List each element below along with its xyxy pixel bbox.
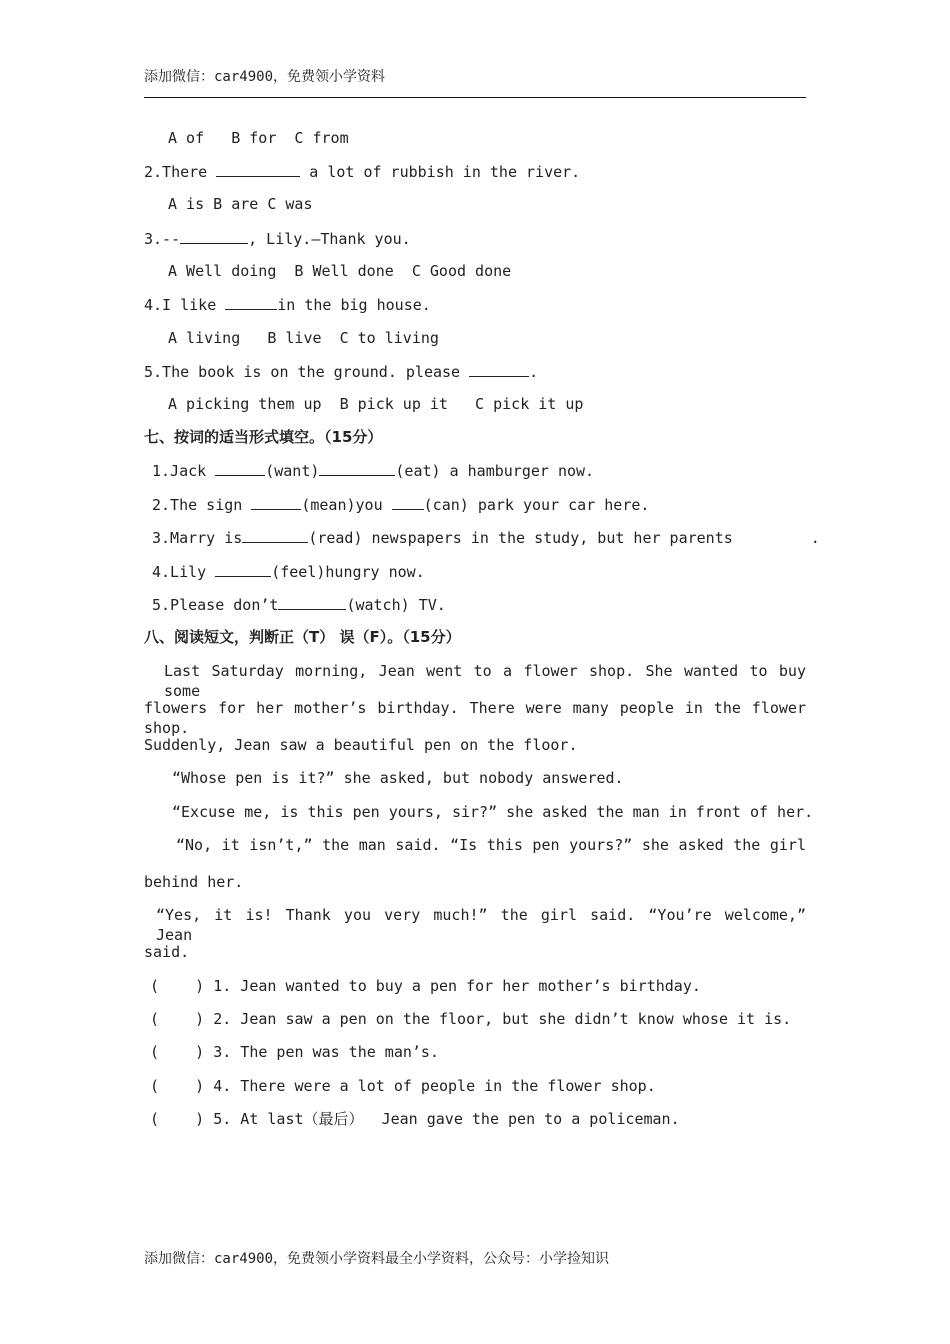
s7-q3-b: (read) newspapers in the study, but her parents xyxy=(308,529,733,547)
tf-statement-2: ( ) 2. Jean saw a pen on the floor, but she didn’t know whose it is. xyxy=(150,1010,792,1028)
s7-q4-blank xyxy=(215,561,271,577)
s7-q1-b: (want) xyxy=(265,462,320,480)
page-header: 添加微信：car4900，免费领小学资料 xyxy=(144,69,386,85)
passage-line-6: “No, it isn’t,” the man said. “Is this pen yours?” she asked the girl xyxy=(176,836,806,854)
q4-options: A living B live C to living xyxy=(168,329,439,347)
q3-blank xyxy=(180,228,248,244)
s7-q3 xyxy=(152,527,820,548)
s7-q5-a: 5.Please don’t xyxy=(152,596,279,614)
q2-blank xyxy=(216,161,300,177)
passage-line-1: Last Saturday morning, Jean went to a flower shop. She wanted to buy some xyxy=(164,662,806,700)
s7-q1-a: 1.Jack xyxy=(152,462,216,480)
q5-post: . xyxy=(529,363,539,381)
s7-q2-blank1 xyxy=(251,494,301,510)
s7-q3-blank1 xyxy=(242,527,308,543)
s7-q5-blank xyxy=(278,594,346,610)
section7-title: 七、按词的适当形式填空。（15分） xyxy=(144,428,383,446)
q3-pre: 3.-- xyxy=(144,230,181,248)
tf-statement-1: ( ) 1. Jean wanted to buy a pen for her mother’s birthday. xyxy=(150,977,701,995)
tf-statement-5: ( ) 5. At last（最后） Jean gave the pen to a policeman. xyxy=(150,1110,680,1128)
passage-line-2: flowers for her mother’s birthday. There were many people in the flower shop. xyxy=(144,699,806,737)
q2-post: a lot of rubbish in the river. xyxy=(300,163,581,181)
q5-question xyxy=(144,361,538,382)
passage-line-7: behind her. xyxy=(144,873,244,891)
s7-q2-a: 2.The sign xyxy=(152,496,252,514)
s7-q3-a: 3.Marry is xyxy=(152,529,243,547)
q1-options: A of B for C from xyxy=(168,129,349,147)
q2-pre: 2.There xyxy=(144,163,217,181)
q3-options: A Well doing B Well done C Good done xyxy=(168,262,512,280)
q4-question xyxy=(144,294,431,315)
passage-line-5: “Excuse me, is this pen yours, sir?” she asked the man in front of her. xyxy=(172,803,814,821)
s7-q2 xyxy=(152,494,649,515)
passage-line-8: “Yes, it is! Thank you very much!” the girl said. “You’re welcome,” Jean xyxy=(156,906,806,944)
q5-pre: 5.The book is on the ground. please xyxy=(144,363,470,381)
s7-q1-blank2 xyxy=(319,460,395,476)
header-divider xyxy=(144,97,806,98)
tf-statement-3: ( ) 3. The pen was the man’s. xyxy=(150,1043,439,1061)
q4-blank xyxy=(225,294,277,310)
passage-line-9: said. xyxy=(144,943,190,961)
tf-statement-4: ( ) 4. There were a lot of people in the flower shop. xyxy=(150,1077,656,1095)
passage-line-3: Suddenly, Jean saw a beautiful pen on the floor. xyxy=(144,736,578,754)
s7-q1-c: (eat) a hamburger now. xyxy=(395,462,595,480)
s7-q5 xyxy=(152,594,446,615)
s7-q5-b: (watch) TV. xyxy=(346,596,446,614)
q3-question xyxy=(144,228,411,249)
q5-blank xyxy=(469,361,529,377)
s7-q1 xyxy=(152,460,594,481)
q4-post: in the big house. xyxy=(277,296,431,314)
q2-question xyxy=(144,161,580,182)
s7-q2-blank2 xyxy=(392,494,424,510)
q5-options: A picking them up B pick up it C pick it up xyxy=(168,395,584,413)
s7-q4-b: (feel)hungry now. xyxy=(271,563,425,581)
s7-q4 xyxy=(152,561,425,582)
q4-pre: 4.I like xyxy=(144,296,226,314)
q3-post: , Lily.—Thank you. xyxy=(248,230,411,248)
s7-q2-c: (can) park your car here. xyxy=(423,496,650,514)
s7-q3-c: . xyxy=(810,529,820,547)
section8-title: 八、阅读短文，判断正（T） 误（F）。（15分） xyxy=(144,628,461,646)
s7-q4-a: 4.Lily xyxy=(152,563,216,581)
s7-q2-b: (mean)you xyxy=(301,496,392,514)
page-footer: 添加微信：car4900，免费领小学资料最全小学资料，公众号：小学捡知识 xyxy=(144,1251,609,1267)
q2-options: A is B are C was xyxy=(168,195,313,213)
s7-q1-blank1 xyxy=(215,460,265,476)
passage-line-4: “Whose pen is it?” she asked, but nobody answered. xyxy=(172,769,624,787)
